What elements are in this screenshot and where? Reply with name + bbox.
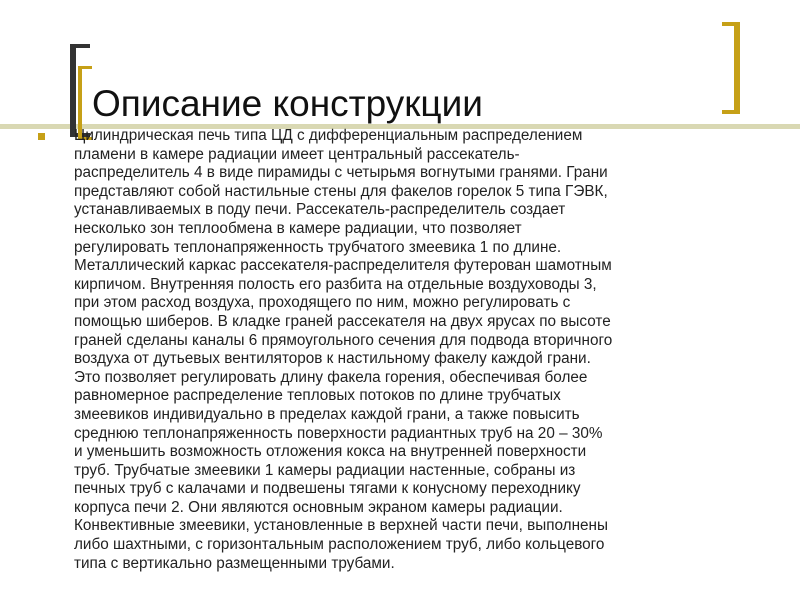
right-bracket-gold-decoration <box>722 22 740 114</box>
body-paragraph: Цилиндрическая печь типа ЦД с дифференциальным распределением пламени в камере радиации имеет центральный рассекатель- распределитель 4 в виде пирамиды с четырьмя вогнутыми гранями. Грани представляют собой настильные стены для факелов горелок 5 типа ГЭВК, устанавливаемых в поду печи. Рассекатель-распределитель создает несколько зон теплообмена в камере радиации, что позволяет регулировать теплонапряженность трубчатого змеевика 1 по длине. Металлический каркас рассекателя-распределителя футерован шамотным кирпичом. Внутренняя полость его разбита на отдельные воздуховоды 3, при этом расход воздуха, проходящего по ним, можно регулировать с помощью шиберов. В кладке граней рассекателя на двух ярусах по высоте граней сделаны каналы 6 прямоугольного сечения для подвода вторичного воздуха от дутьевых вентиляторов к настильному факелу каждой грани. Это позволяет регулировать длину факела горения, обеспечивая более равномерное распределение тепловых потоков по длине трубчатых змеевиков индивидуально в пределах каждой грани, а также повысить среднюю теплонапряженность поверхности радиантных труб на 20 – 30% и уменьшить возможность отложения кокса на внутренней поверхности труб. Трубчатые змеевики 1 камеры радиации настенные, собраны из печных труб с калачами и подвешены тягами к конусному переходнику корпуса печи 2. Они являются основным экраном камеры радиации. Конвективные змеевики, установленные в верхней части печи, выполнены либо шахтными, с горизонтальным расположением труб, либо кольцевого типа с вертикально размещенными трубами. <box>74 127 613 572</box>
slide-title: Описание конструкции <box>92 83 483 124</box>
square-bullet-icon <box>38 133 45 140</box>
